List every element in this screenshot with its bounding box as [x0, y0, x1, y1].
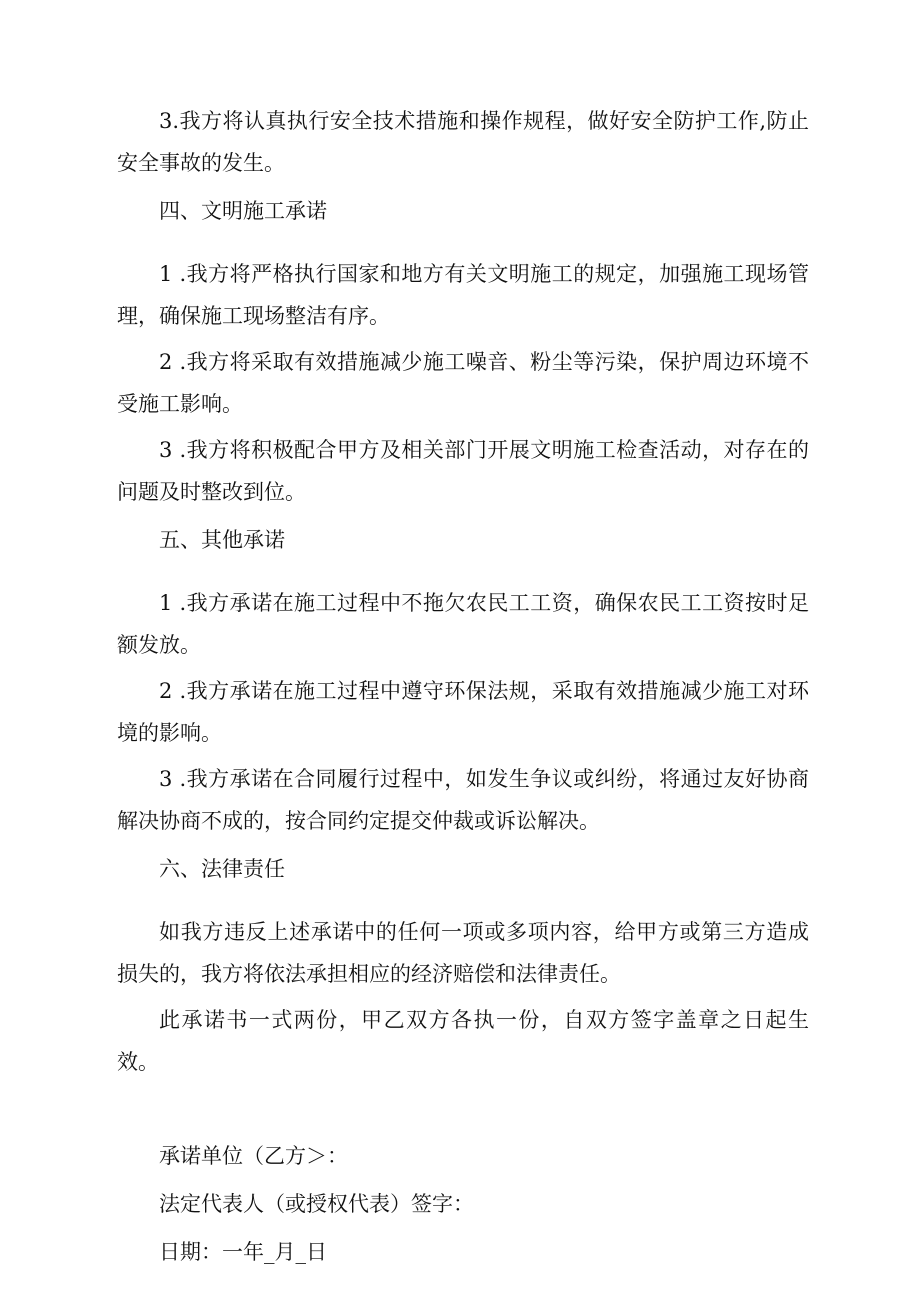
- paragraph-legal-liability: 如我方违反上述承诺中的任何一项或多项内容，给甲方或第三方造成损失的，我方将依法承担相应的经济赔偿和法律责任。: [117, 920, 809, 986]
- paragraph-other-2: 2 .我方承诺在施工过程中遵守环保法规，采取有效措施减少施工对环境的影响。: [117, 679, 809, 745]
- section-heading-legal-liability: 六、法律责任: [159, 857, 285, 881]
- paragraph-civilized-3: 3 .我方将积极配合甲方及相关部门开展文明施工检查活动，对存在的问题及时整改到位。: [117, 438, 809, 504]
- signature-representative-label: 法定代表人（或授权代表）签字：: [159, 1192, 474, 1216]
- signature-block: [117, 1135, 809, 1273]
- paragraph-civilized-1: 1 .我方将严格执行国家和地方有关文明施工的规定，加强施工现场管理，确保施工现场整洁有序。: [117, 262, 809, 328]
- paragraph-safety-3: 3.我方将认真执行安全技术措施和操作规程，做好安全防护工作,防止安全事故的发生。: [117, 109, 809, 175]
- signature-unit-label: 承诺单位（乙方＞：: [159, 1144, 348, 1168]
- paragraph-civilized-2: 2 .我方将采取有效措施减少施工噪音、粉尘等污染，保护周边环境不受施工影响。: [117, 350, 809, 416]
- section-heading-civilized-construction: 四、文明施工承诺: [159, 199, 327, 223]
- paragraph-other-1: 1 .我方承诺在施工过程中不拖欠农民工工资，确保农民工工资按时足额发放。: [117, 591, 809, 657]
- paragraph-other-3: 3 .我方承诺在合同履行过程中，如发生争议或纠纷，将通过友好协商解决协商不成的，按合同约定提交仲裁或诉讼解决。: [117, 767, 809, 833]
- signature-date-label: 日期：一年_月_日: [159, 1240, 327, 1264]
- document-page: [117, 100, 809, 1273]
- section-heading-other-commitments: 五、其他承诺: [159, 528, 285, 552]
- paragraph-effectiveness: 此承诺书一式两份，甲乙双方各执一份，自双方签字盖章之日起生效。: [117, 1008, 809, 1074]
